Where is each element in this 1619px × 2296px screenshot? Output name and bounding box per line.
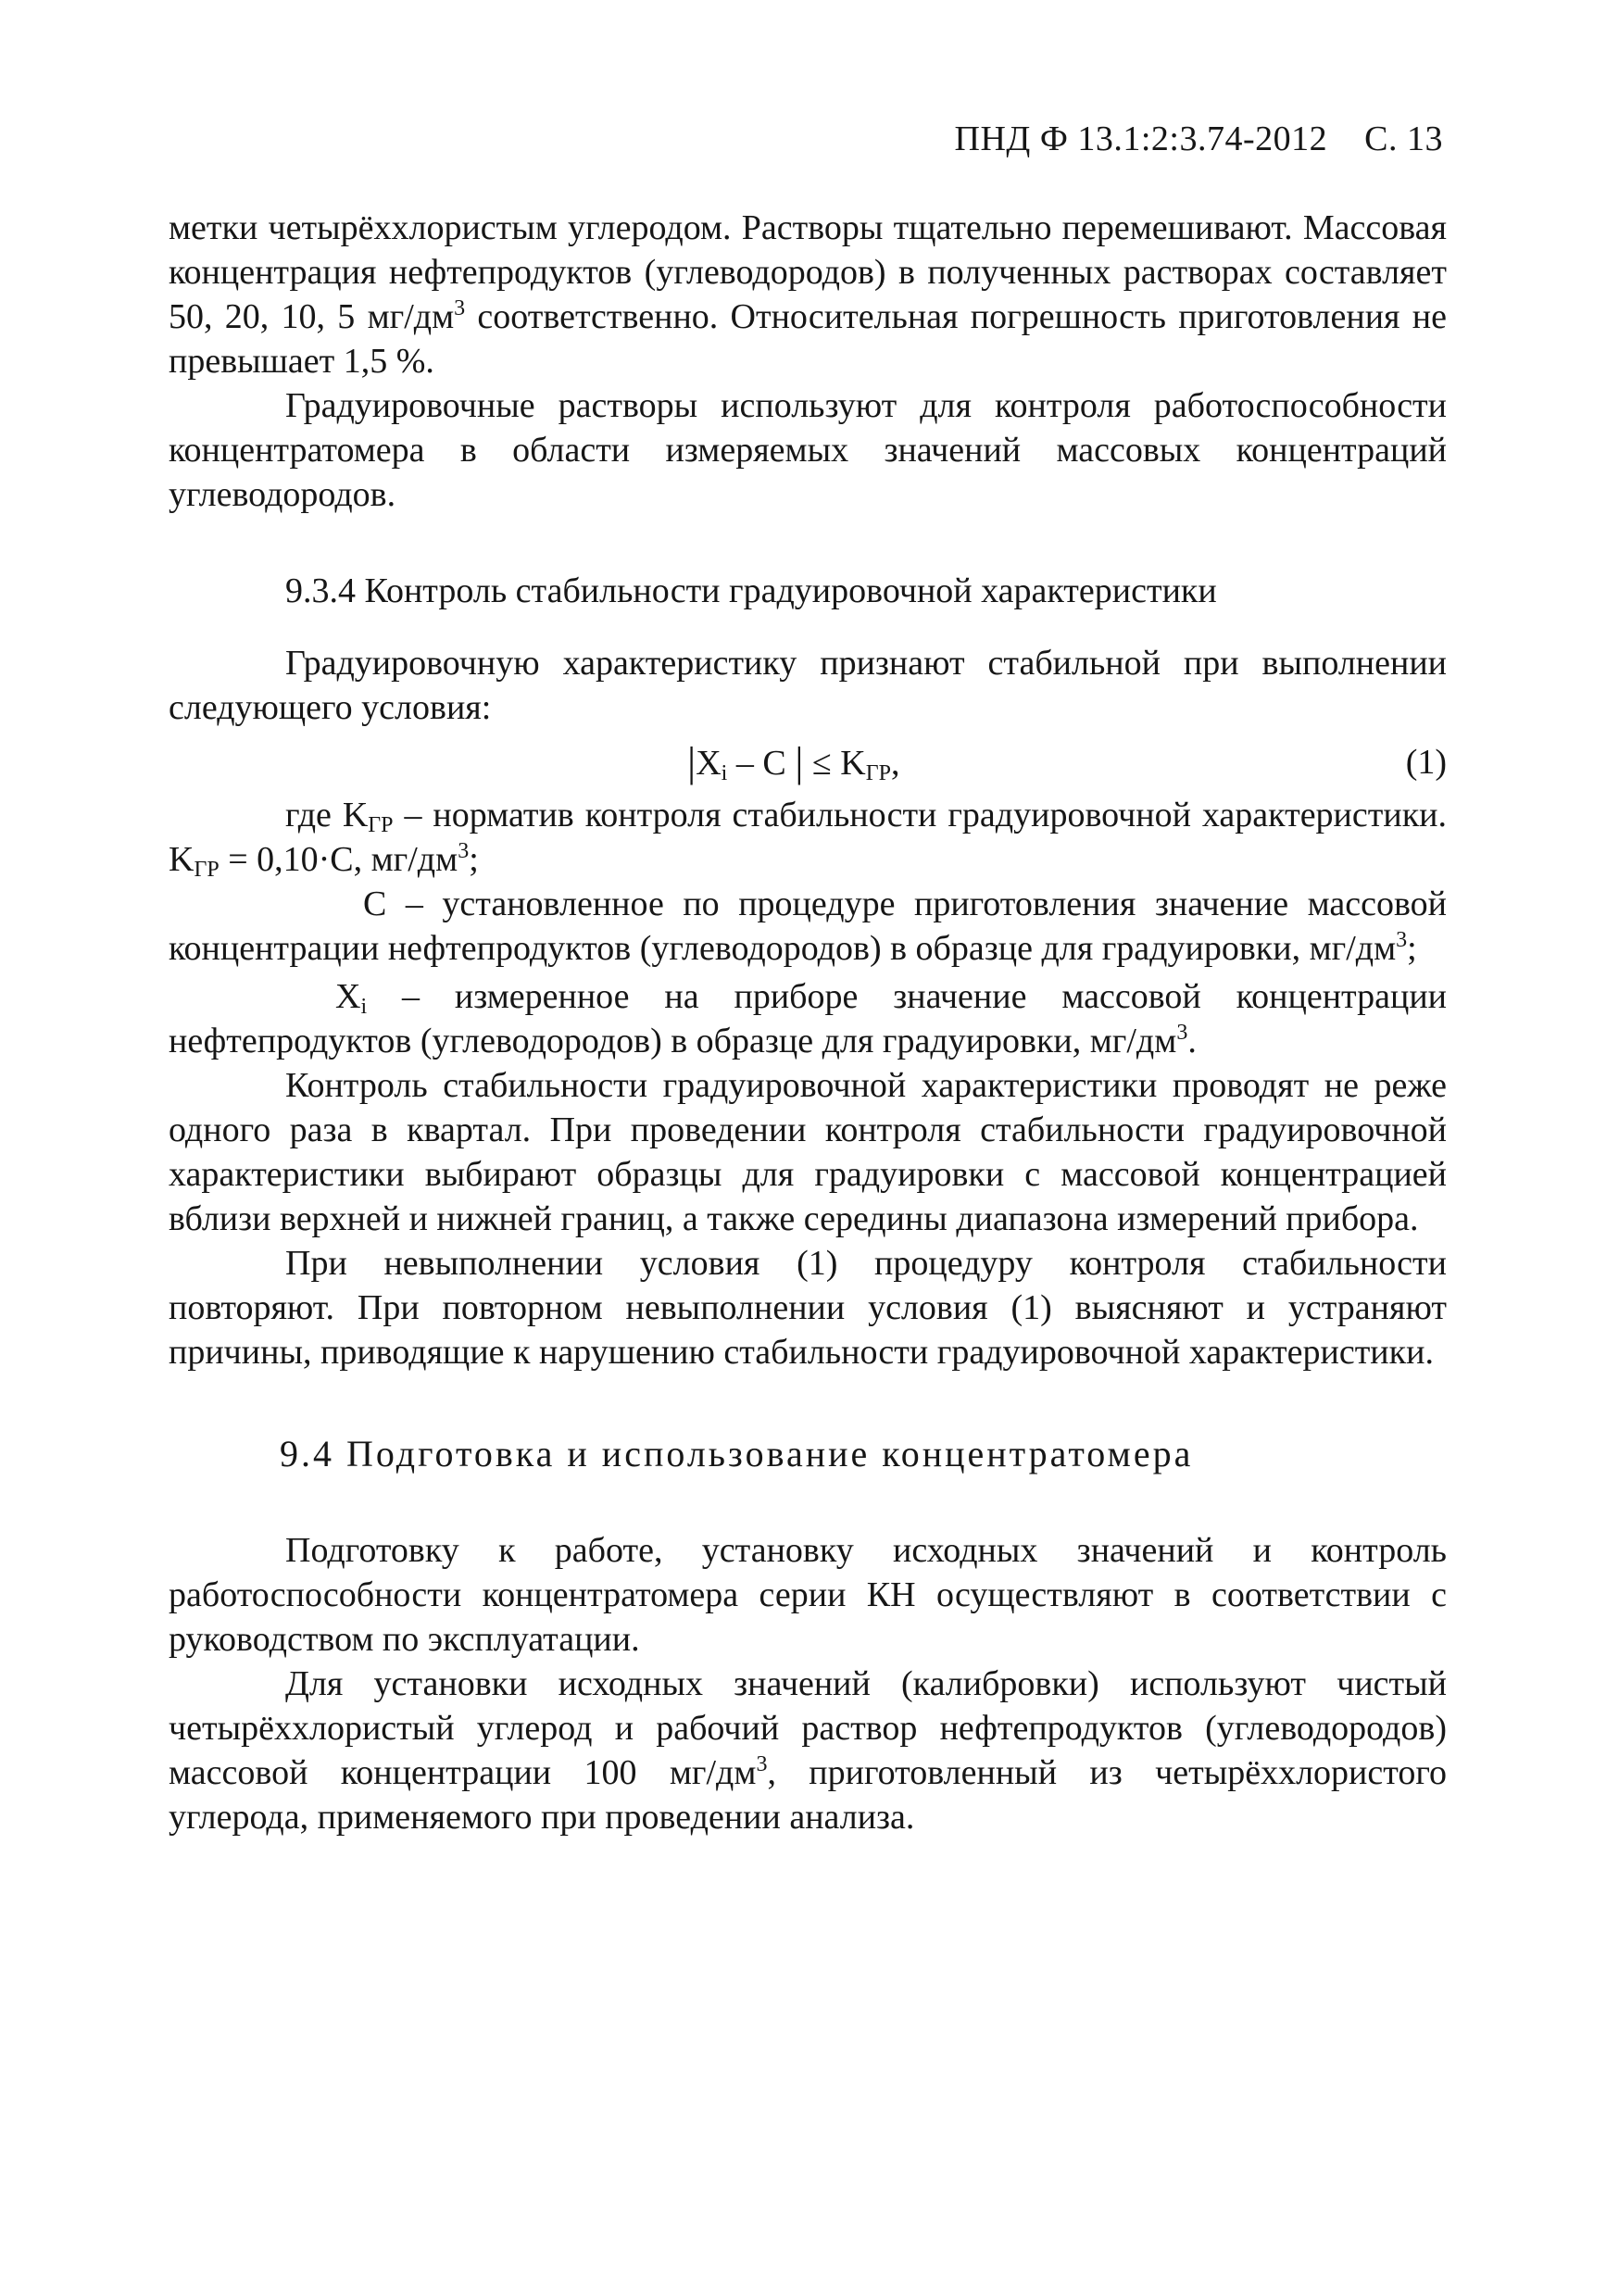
formula-1 <box>169 732 1447 793</box>
page-content <box>169 206 1447 1839</box>
paragraph-preparation: Подготовку к работе, установку исходных значений и контроль работоспособности концентратомера серии КН осуществляют в соответствии с руководством по эксплуатации. <box>169 1531 1447 1659</box>
formula-expression: $|X_i$ – C | ≤ $K_{ГР}$, <box>687 738 900 785</box>
paragraph-continuation: метки четырёххлористым углеродом. Растворы тщательно перемешивают. Массовая концентрация нефтепродуктов (углеводородов) в полученных растворах составляет 50, 20, 10, 5 $мг/дм^3$ соответственно. Относительная погрешность приготовления не превышает 1,5 %. <box>169 208 1448 381</box>
section-heading-9-4: 9.4 Подготовка и использование концентратомера <box>280 1433 1194 1474</box>
page-header <box>955 119 1443 159</box>
definition-c: C – установленное по процедуре приготовления значение массовой концентрации нефтепродуктов (углеводородов) в образце для градуировки, $мг/дм^3$; <box>169 885 1447 968</box>
section-heading-9-3-4: 9.3.4 Контроль стабильности градуировочной характеристики <box>285 571 1217 610</box>
document-code: ПНД Ф 13.1:2:3.74-2012 <box>954 119 1328 158</box>
page-number: С. 13 <box>1364 119 1443 158</box>
paragraph-initial-values: Для установки исходных значений (калибровки) используют чистый четырёххлористый углерод и рабочий раствор нефтепродуктов (углеводородов) массовой концентрации 100 $мг/дм^3$, приготовленный из четырёххлористого углерода, применяемого при проведении анализа. <box>169 1664 1448 1837</box>
formula-number: (1) <box>1405 743 1447 782</box>
paragraph-repeat-control: При невыполнении условия (1) процедуру контроля стабильности повторяют. При повторном невыполнении условия (1) выясняют и устраняют причины, приводящие к нарушению стабильности градуировочной характеристики. <box>169 1244 1447 1372</box>
definition-x-i: $X_i$ – измеренное на приборе значение массовой концентрации нефтепродуктов (углеводородов) в образце для градуировки, $мг/дм^3$. <box>169 977 1447 1060</box>
definition-k-gr: где $K_{ГР}$ – норматив контроля стабильности градуировочной характеристики. $K_{ГР} = 0,10\cdot C$, $мг/дм^3$; <box>169 796 1447 882</box>
paragraph-calibration-solutions: Градуировочные растворы используют для контроля работоспособности концентратомера в области измеряемых значений массовых концентраций углеводородов. <box>169 386 1447 514</box>
paragraph-control-frequency: Контроль стабильности градуировочной характеристики проводят не реже одного раза в квартал. При проведении контроля стабильности градуировочной характеристики выбирают образцы для градуировки с массовой концентрацией вблизи верхней и нижней границ, а также середины диапазона измерений прибора. <box>169 1066 1447 1238</box>
paragraph-stability-condition: Градуировочную характеристику признают стабильной при выполнении следующего условия: <box>169 644 1447 727</box>
